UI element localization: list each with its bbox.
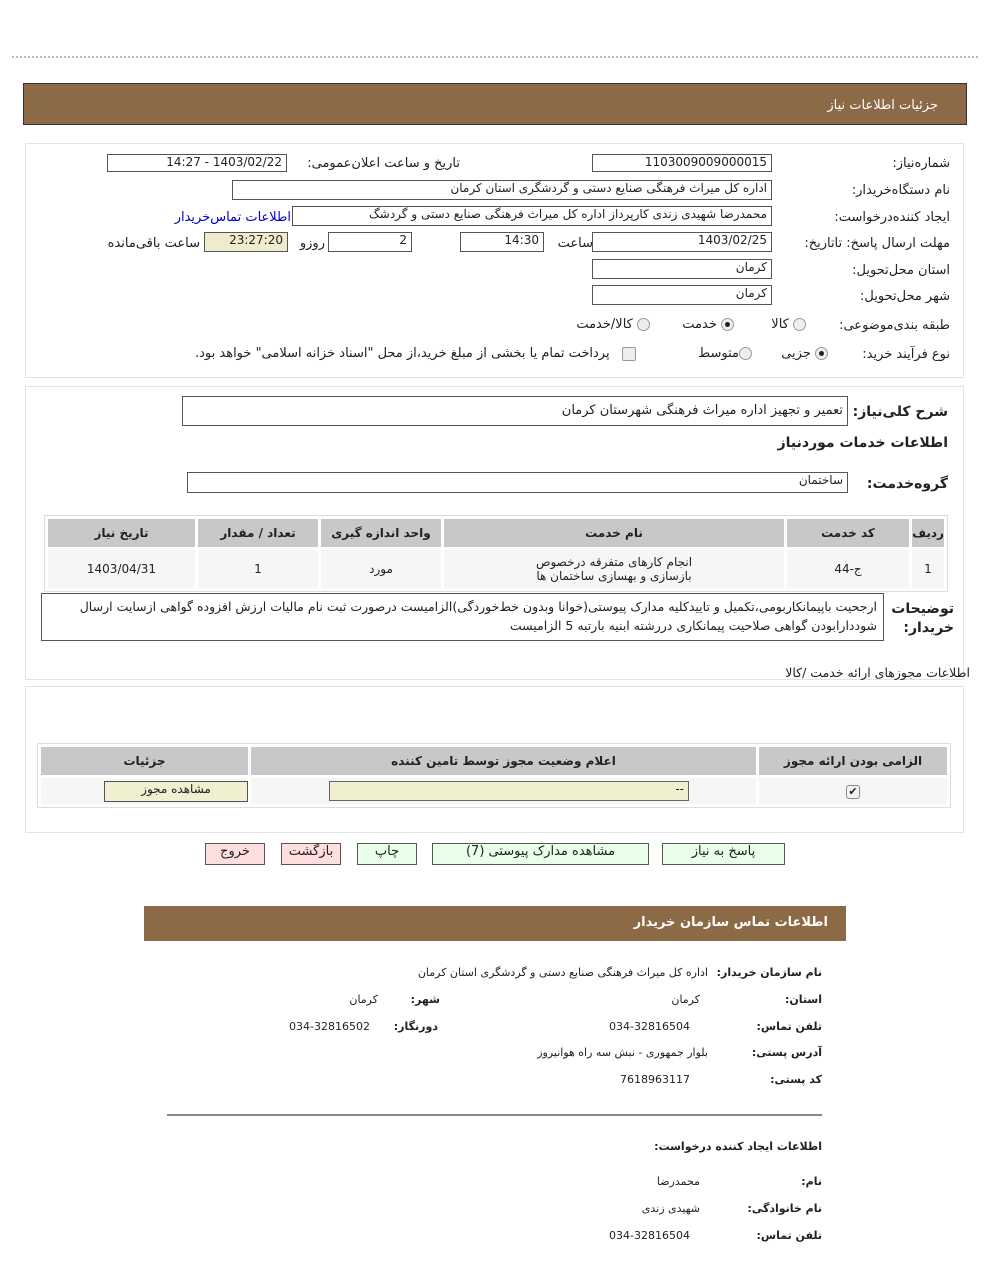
col-row: ردیف <box>912 519 944 547</box>
buyer-notes-label: توضیحات خریدار: <box>891 601 954 636</box>
radio-icon <box>637 318 650 331</box>
creator-label: ایجاد کننده‌درخواست: <box>834 210 950 225</box>
org-label: نام سازمان خریدار: <box>716 966 822 979</box>
buyer-contact-link[interactable]: اطلاعات تماس‌خریدار <box>174 210 291 225</box>
table-row <box>48 550 944 588</box>
exit-button[interactable]: خروج <box>205 843 265 865</box>
cell-date: 1403/04/31 <box>48 550 195 588</box>
services-title: اطلاعات خدمات مورد‌نیاز <box>777 435 948 451</box>
province-value: کرمان <box>671 993 700 1006</box>
process-option-minor[interactable]: جزیی <box>781 346 828 361</box>
deadline-date-field: 1403/02/25 <box>592 232 772 252</box>
contact-title: اطلاعات تماس سازمان خریدار <box>633 915 828 930</box>
contact-header <box>144 906 846 941</box>
col-unit: واحد اندازه گیری <box>321 519 441 547</box>
category-label: طبقه بندی‌موضوعی: <box>839 318 950 333</box>
col-name: نام خدمت <box>444 519 784 547</box>
cell-name: انجام کارهای متفرقه درخصوص بازسازی و بهسازی ساختمان ها <box>444 550 784 588</box>
cell-details <box>41 778 248 804</box>
col-code: کد خدمت <box>787 519 909 547</box>
creator-field: محمدرضا شهیدی زندی کارپرداز اداره کل میراث فرهنگی صنایع دستی و گردشگ <box>292 206 772 226</box>
process-label: نوع فرآیند خرید: <box>862 347 950 362</box>
province-label: استان: <box>785 993 822 1006</box>
postal-label: کد پستی: <box>770 1073 822 1086</box>
licenses-title: اطلاعات مجوزهای ارائه خدمت /کالا <box>785 665 970 680</box>
reply-button[interactable]: پاسخ به نیاز <box>662 843 785 865</box>
fax-label: دورنگار: <box>393 1020 438 1033</box>
family-value: شهیدی زندی <box>641 1202 700 1215</box>
city-field: کرمان <box>592 285 772 305</box>
province-label: استان محل‌تحویل: <box>852 263 950 278</box>
address-value: بلوار جمهوری - نبش سه راه هوانیروز <box>537 1046 708 1059</box>
announce-field: 1403/02/22 - 14:27 <box>107 154 287 172</box>
print-button[interactable]: چاپ <box>357 843 417 865</box>
table-header-row <box>48 519 944 547</box>
service-group-label: گروه‌خدمت: <box>866 476 948 492</box>
city-label: شهر: <box>410 993 440 1006</box>
cell-unit: مورد <box>321 550 441 588</box>
back-button[interactable]: بازگشت <box>281 843 341 865</box>
city-label: شهر محل‌تحویل: <box>860 289 950 304</box>
remaining-label: ساعت باقی‌مانده <box>107 236 200 251</box>
summary-field: تعمیر و تجهیز اداره میراث فرهنگی شهرستان کرمان <box>182 396 848 426</box>
buyer-org-field: اداره کل میراث فرهنگی صنایع دستی و گردشگری استان کرمان <box>232 180 772 200</box>
org-value: اداره کل میراث فرهنگی صنایع دستی و گردشگری استان کرمان <box>417 966 708 979</box>
services-table <box>44 515 948 592</box>
radio-icon <box>739 347 752 360</box>
cell-required <box>759 778 947 804</box>
contact-divider <box>167 1114 822 1116</box>
phone-value: 034-32816504 <box>609 1020 690 1033</box>
category-option-both[interactable]: کالا/خدمت <box>576 317 650 332</box>
buyer-org-label: نام دستگاه‌خریدار: <box>851 183 950 198</box>
process-option-medium[interactable]: متوسط <box>698 346 752 361</box>
radio-selected-icon <box>815 347 828 360</box>
family-label: نام خانوادگی: <box>747 1202 822 1215</box>
need-info-section <box>25 143 964 378</box>
radio-selected-icon <box>721 318 734 331</box>
postal-value: 7618963117 <box>620 1073 690 1086</box>
address-label: آدرس پستی: <box>751 1046 822 1059</box>
category-option-goods[interactable]: کالا <box>771 317 806 332</box>
creator-phone-label: تلفن تماس: <box>756 1229 822 1242</box>
city-value: کرمان <box>349 993 378 1006</box>
checkbox-checked-icon[interactable]: ✔ <box>846 785 860 799</box>
radio-icon <box>793 318 806 331</box>
col-status: اعلام وضعیت مجوز توسط تامین کننده <box>251 747 756 775</box>
need-number-label: شماره‌نیاز: <box>892 156 950 171</box>
licenses-table <box>37 743 951 808</box>
col-date: تاریخ نیاز <box>48 519 195 547</box>
remaining-time-field: 23:27:20 <box>204 232 288 252</box>
summary-label: شرح کلی‌نیاز: <box>852 404 948 420</box>
time-label: ساعت <box>557 236 593 251</box>
phone-label: تلفن تماس: <box>756 1020 822 1033</box>
page-title: جزئیات اطلاعات نیاز <box>827 98 938 113</box>
cell-qty: 1 <box>198 550 318 588</box>
province-field: کرمان <box>592 259 772 279</box>
service-group-field: ساختمان <box>187 472 848 493</box>
creator-info-title: اطلاعات ایجاد کننده درخواست: <box>654 1140 822 1153</box>
deadline-label: مهلت ارسال پاسخ: تاتاریخ: <box>804 236 950 251</box>
days-label: روزو <box>299 236 325 251</box>
fax-value: 034-32816502 <box>289 1020 370 1033</box>
creator-phone-value: 034-32816504 <box>609 1229 690 1242</box>
category-option-service[interactable]: خدمت <box>682 317 734 332</box>
announce-label: تاریخ و ساعت اعلان‌عمومی: <box>307 156 460 171</box>
cell-status <box>251 778 756 804</box>
treasury-checkbox[interactable]: پرداخت تمام یا بخشی از مبلغ خرید،از محل "اسناد خزانه اسلامی" خواهد بود. <box>195 346 636 361</box>
table-row <box>41 778 947 804</box>
cell-row: 1 <box>912 550 944 588</box>
buyer-notes-field: ارجحیت باپیمانکاربومی،تکمیل و تاییدکلیه مدارک پیوستی(خوانا وبدون خط‌خوردگی)الزامیست درصورت ثبت نام مالیات ارزش افزوده گواهی ازسایت ارسال شوددارابودن گواهی صلاحیت پیمانکاری دررشته ابنیه بارتبه 5 الزامیست <box>41 593 884 641</box>
deadline-time-field: 14:30 <box>460 232 544 252</box>
name-label: نام: <box>801 1175 822 1188</box>
name-value: محمدرضا <box>656 1175 700 1188</box>
checkbox-icon <box>622 347 636 361</box>
view-license-button[interactable]: مشاهده مجوز <box>104 781 248 802</box>
cell-code: ج-44 <box>787 550 909 588</box>
col-details: جزئیات <box>41 747 248 775</box>
page-header <box>23 83 967 125</box>
top-divider <box>12 56 978 58</box>
days-field: 2 <box>328 232 412 252</box>
license-status-field: -- <box>329 781 689 801</box>
col-required: الزامی بودن ارائه مجوز <box>759 747 947 775</box>
need-number-field: 1103009009000015 <box>592 154 772 172</box>
col-qty: تعداد / مقدار <box>198 519 318 547</box>
attachments-button[interactable]: مشاهده مدارک پیوستی (7) <box>432 843 649 865</box>
